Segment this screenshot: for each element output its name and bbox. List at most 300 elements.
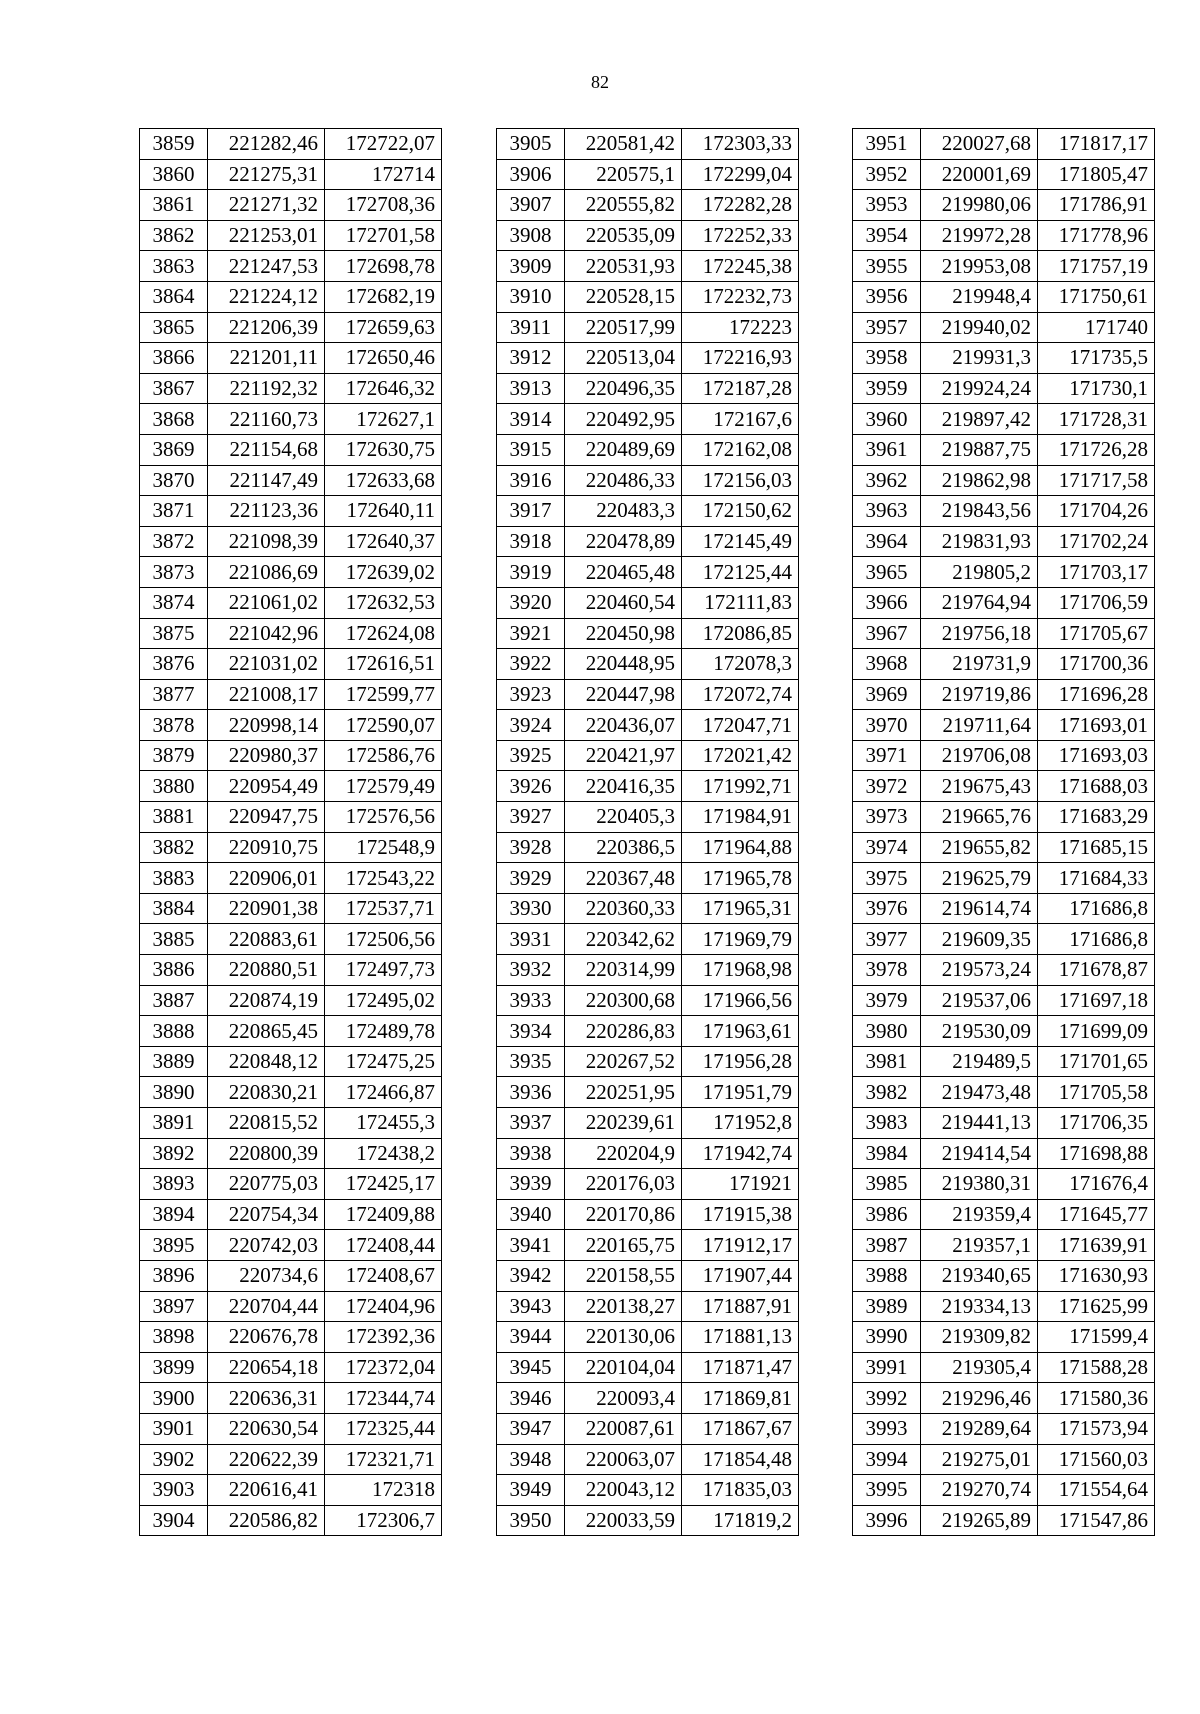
table-row — [853, 985, 1155, 1016]
y-coordinate-cell: 171907,44 — [682, 1260, 799, 1291]
y-coordinate-cell: 171704,26 — [1038, 496, 1155, 527]
point-number-cell: 3970 — [853, 710, 921, 741]
y-coordinate-cell: 172086,85 — [682, 618, 799, 649]
point-number-cell: 3880 — [140, 771, 208, 802]
x-coordinate-cell: 220386,5 — [565, 832, 682, 863]
table-row — [497, 679, 799, 710]
x-coordinate-cell: 219357,1 — [921, 1230, 1038, 1261]
coordinate-table-1 — [139, 128, 442, 1536]
point-number-cell: 3894 — [140, 1199, 208, 1230]
x-coordinate-cell: 220848,12 — [208, 1046, 325, 1077]
y-coordinate-cell: 172624,08 — [325, 618, 442, 649]
y-coordinate-cell: 171580,36 — [1038, 1383, 1155, 1414]
x-coordinate-cell: 220314,99 — [565, 955, 682, 986]
x-coordinate-cell: 221160,73 — [208, 404, 325, 435]
table-row — [497, 1383, 799, 1414]
y-coordinate-cell: 172646,32 — [325, 373, 442, 404]
point-number-cell: 3910 — [497, 281, 565, 312]
y-coordinate-cell: 171699,09 — [1038, 1016, 1155, 1047]
table-row — [853, 863, 1155, 894]
x-coordinate-cell: 220704,44 — [208, 1291, 325, 1322]
point-number-cell: 3879 — [140, 740, 208, 771]
x-coordinate-cell: 220575,1 — [565, 159, 682, 190]
y-coordinate-cell: 171750,61 — [1038, 281, 1155, 312]
table-row — [497, 281, 799, 312]
table-row — [853, 434, 1155, 465]
y-coordinate-cell: 171881,13 — [682, 1322, 799, 1353]
x-coordinate-cell: 220883,61 — [208, 924, 325, 955]
y-coordinate-cell: 172409,88 — [325, 1199, 442, 1230]
y-coordinate-cell: 171805,47 — [1038, 159, 1155, 190]
x-coordinate-cell: 220367,48 — [565, 863, 682, 894]
x-coordinate-cell: 220654,18 — [208, 1352, 325, 1383]
y-coordinate-cell: 172303,33 — [682, 129, 799, 160]
x-coordinate-cell: 220416,35 — [565, 771, 682, 802]
y-coordinate-cell: 172630,75 — [325, 434, 442, 465]
x-coordinate-cell: 221098,39 — [208, 526, 325, 557]
y-coordinate-cell: 172708,36 — [325, 190, 442, 221]
x-coordinate-cell: 221201,11 — [208, 343, 325, 374]
table-row — [140, 863, 442, 894]
table-row — [140, 1352, 442, 1383]
x-coordinate-cell: 219953,08 — [921, 251, 1038, 282]
table-row — [140, 251, 442, 282]
y-coordinate-cell: 171942,74 — [682, 1138, 799, 1169]
table-row — [853, 373, 1155, 404]
table-row — [853, 1291, 1155, 1322]
y-coordinate-cell: 171740 — [1038, 312, 1155, 343]
table-row — [853, 710, 1155, 741]
y-coordinate-cell: 171964,88 — [682, 832, 799, 863]
x-coordinate-cell: 219289,64 — [921, 1413, 1038, 1444]
point-number-cell: 3968 — [853, 649, 921, 680]
y-coordinate-cell: 172590,07 — [325, 710, 442, 741]
y-coordinate-cell: 171554,64 — [1038, 1475, 1155, 1506]
point-number-cell: 3899 — [140, 1352, 208, 1383]
x-coordinate-cell: 220496,35 — [565, 373, 682, 404]
table-row — [853, 1230, 1155, 1261]
point-number-cell: 3940 — [497, 1199, 565, 1230]
point-number-cell: 3949 — [497, 1475, 565, 1506]
point-number-cell: 3884 — [140, 893, 208, 924]
x-coordinate-cell: 220555,82 — [565, 190, 682, 221]
x-coordinate-cell: 220204,9 — [565, 1138, 682, 1169]
x-coordinate-cell: 221224,12 — [208, 281, 325, 312]
x-coordinate-cell: 220093,4 — [565, 1383, 682, 1414]
table-row — [140, 771, 442, 802]
y-coordinate-cell: 172497,73 — [325, 955, 442, 986]
x-coordinate-cell: 221253,01 — [208, 220, 325, 251]
x-coordinate-cell: 219625,79 — [921, 863, 1038, 894]
y-coordinate-cell: 171599,4 — [1038, 1322, 1155, 1353]
y-coordinate-cell: 171869,81 — [682, 1383, 799, 1414]
table-row — [497, 312, 799, 343]
x-coordinate-cell: 219831,93 — [921, 526, 1038, 557]
x-coordinate-cell: 219756,18 — [921, 618, 1038, 649]
point-number-cell: 3873 — [140, 557, 208, 588]
point-number-cell: 3871 — [140, 496, 208, 527]
point-number-cell: 3918 — [497, 526, 565, 557]
point-number-cell: 3916 — [497, 465, 565, 496]
y-coordinate-cell: 172072,74 — [682, 679, 799, 710]
point-number-cell: 3909 — [497, 251, 565, 282]
x-coordinate-cell: 220360,33 — [565, 893, 682, 924]
x-coordinate-cell: 220880,51 — [208, 955, 325, 986]
point-number-cell: 3876 — [140, 649, 208, 680]
x-coordinate-cell: 220742,03 — [208, 1230, 325, 1261]
point-number-cell: 3893 — [140, 1169, 208, 1200]
y-coordinate-cell: 172640,11 — [325, 496, 442, 527]
table-row — [140, 557, 442, 588]
x-coordinate-cell: 221271,32 — [208, 190, 325, 221]
y-coordinate-cell: 172438,2 — [325, 1138, 442, 1169]
x-coordinate-cell: 220447,98 — [565, 679, 682, 710]
x-coordinate-cell: 220448,95 — [565, 649, 682, 680]
y-coordinate-cell: 171992,71 — [682, 771, 799, 802]
x-coordinate-cell: 220251,95 — [565, 1077, 682, 1108]
x-coordinate-cell: 219931,3 — [921, 343, 1038, 374]
table-row — [853, 1475, 1155, 1506]
y-coordinate-cell: 171701,65 — [1038, 1046, 1155, 1077]
point-number-cell: 3955 — [853, 251, 921, 282]
point-number-cell: 3959 — [853, 373, 921, 404]
point-number-cell: 3886 — [140, 955, 208, 986]
table-row — [497, 1138, 799, 1169]
x-coordinate-cell: 220104,04 — [565, 1352, 682, 1383]
point-number-cell: 3887 — [140, 985, 208, 1016]
y-coordinate-cell: 172187,28 — [682, 373, 799, 404]
y-coordinate-cell: 172640,37 — [325, 526, 442, 557]
table-row — [140, 740, 442, 771]
y-coordinate-cell: 171912,17 — [682, 1230, 799, 1261]
x-coordinate-cell: 220815,52 — [208, 1108, 325, 1139]
y-coordinate-cell: 171854,48 — [682, 1444, 799, 1475]
point-number-cell: 3948 — [497, 1444, 565, 1475]
table-row — [497, 1413, 799, 1444]
x-coordinate-cell: 220528,15 — [565, 281, 682, 312]
y-coordinate-cell: 172650,46 — [325, 343, 442, 374]
point-number-cell: 3974 — [853, 832, 921, 863]
table-row — [497, 771, 799, 802]
table-row — [853, 281, 1155, 312]
point-number-cell: 3913 — [497, 373, 565, 404]
x-coordinate-cell: 221154,68 — [208, 434, 325, 465]
table-row — [140, 1505, 442, 1536]
y-coordinate-cell: 171963,61 — [682, 1016, 799, 1047]
y-coordinate-cell: 171678,87 — [1038, 955, 1155, 986]
table-row — [497, 526, 799, 557]
x-coordinate-cell: 220775,03 — [208, 1169, 325, 1200]
table-row — [140, 281, 442, 312]
table-row — [497, 1260, 799, 1291]
y-coordinate-cell: 171702,24 — [1038, 526, 1155, 557]
point-number-cell: 3911 — [497, 312, 565, 343]
y-coordinate-cell: 171735,5 — [1038, 343, 1155, 374]
y-coordinate-cell: 171630,93 — [1038, 1260, 1155, 1291]
x-coordinate-cell: 220910,75 — [208, 832, 325, 863]
y-coordinate-cell: 172639,02 — [325, 557, 442, 588]
x-coordinate-cell: 219265,89 — [921, 1505, 1038, 1536]
y-coordinate-cell: 172047,71 — [682, 710, 799, 741]
x-coordinate-cell: 219489,5 — [921, 1046, 1038, 1077]
x-coordinate-cell: 220901,38 — [208, 893, 325, 924]
x-coordinate-cell: 219609,35 — [921, 924, 1038, 955]
x-coordinate-cell: 220138,27 — [565, 1291, 682, 1322]
point-number-cell: 3937 — [497, 1108, 565, 1139]
x-coordinate-cell: 219309,82 — [921, 1322, 1038, 1353]
table-row — [140, 1108, 442, 1139]
y-coordinate-cell: 171686,8 — [1038, 924, 1155, 955]
point-number-cell: 3905 — [497, 129, 565, 160]
y-coordinate-cell: 172627,1 — [325, 404, 442, 435]
x-coordinate-cell: 219843,56 — [921, 496, 1038, 527]
point-number-cell: 3944 — [497, 1322, 565, 1353]
point-number-cell: 3986 — [853, 1199, 921, 1230]
table-row — [853, 649, 1155, 680]
point-number-cell: 3888 — [140, 1016, 208, 1047]
table-row — [853, 1444, 1155, 1475]
point-number-cell: 3869 — [140, 434, 208, 465]
point-number-cell: 3926 — [497, 771, 565, 802]
x-coordinate-cell: 219573,24 — [921, 955, 1038, 986]
table-row — [497, 1475, 799, 1506]
y-coordinate-cell: 172425,17 — [325, 1169, 442, 1200]
y-coordinate-cell: 171968,98 — [682, 955, 799, 986]
table-row — [140, 129, 442, 160]
coordinate-table-2 — [496, 128, 799, 1536]
y-coordinate-cell: 172506,56 — [325, 924, 442, 955]
point-number-cell: 3885 — [140, 924, 208, 955]
point-number-cell: 3985 — [853, 1169, 921, 1200]
x-coordinate-cell: 220405,3 — [565, 802, 682, 833]
x-coordinate-cell: 219334,13 — [921, 1291, 1038, 1322]
point-number-cell: 3889 — [140, 1046, 208, 1077]
x-coordinate-cell: 220754,34 — [208, 1199, 325, 1230]
table-row — [497, 343, 799, 374]
table-row — [497, 1046, 799, 1077]
y-coordinate-cell: 172722,07 — [325, 129, 442, 160]
y-coordinate-cell: 172021,42 — [682, 740, 799, 771]
point-number-cell: 3901 — [140, 1413, 208, 1444]
point-number-cell: 3972 — [853, 771, 921, 802]
y-coordinate-cell: 172321,71 — [325, 1444, 442, 1475]
x-coordinate-cell: 220027,68 — [921, 129, 1038, 160]
y-coordinate-cell: 172162,08 — [682, 434, 799, 465]
x-coordinate-cell: 220130,06 — [565, 1322, 682, 1353]
y-coordinate-cell: 172701,58 — [325, 220, 442, 251]
table-row — [140, 343, 442, 374]
table-row — [853, 1352, 1155, 1383]
table-row — [853, 955, 1155, 986]
y-coordinate-cell: 172455,3 — [325, 1108, 442, 1139]
point-number-cell: 3954 — [853, 220, 921, 251]
table-row — [140, 893, 442, 924]
table-row — [853, 1322, 1155, 1353]
point-number-cell: 3980 — [853, 1016, 921, 1047]
x-coordinate-cell: 220616,41 — [208, 1475, 325, 1506]
point-number-cell: 3989 — [853, 1291, 921, 1322]
point-number-cell: 3977 — [853, 924, 921, 955]
table-row — [853, 190, 1155, 221]
page-number: 82 — [591, 72, 609, 92]
table-row — [853, 557, 1155, 588]
y-coordinate-cell: 171887,91 — [682, 1291, 799, 1322]
table-row — [497, 1108, 799, 1139]
table-row — [140, 832, 442, 863]
x-coordinate-cell: 220800,39 — [208, 1138, 325, 1169]
table-row — [853, 1199, 1155, 1230]
y-coordinate-cell: 172282,28 — [682, 190, 799, 221]
point-number-cell: 3870 — [140, 465, 208, 496]
table-row — [853, 679, 1155, 710]
x-coordinate-cell: 219711,64 — [921, 710, 1038, 741]
x-coordinate-cell: 220033,59 — [565, 1505, 682, 1536]
table-row — [497, 985, 799, 1016]
point-number-cell: 3912 — [497, 343, 565, 374]
x-coordinate-cell: 220865,45 — [208, 1016, 325, 1047]
x-coordinate-cell: 219924,24 — [921, 373, 1038, 404]
table-row — [497, 1077, 799, 1108]
y-coordinate-cell: 171757,19 — [1038, 251, 1155, 282]
x-coordinate-cell: 220906,01 — [208, 863, 325, 894]
x-coordinate-cell: 221275,31 — [208, 159, 325, 190]
point-number-cell: 3969 — [853, 679, 921, 710]
y-coordinate-cell: 172372,04 — [325, 1352, 442, 1383]
table-row — [853, 1046, 1155, 1077]
point-number-cell: 3971 — [853, 740, 921, 771]
x-coordinate-cell: 220267,52 — [565, 1046, 682, 1077]
table-row — [140, 679, 442, 710]
x-coordinate-cell: 219948,4 — [921, 281, 1038, 312]
point-number-cell: 3900 — [140, 1383, 208, 1414]
table-row — [853, 832, 1155, 863]
y-coordinate-cell: 172616,51 — [325, 649, 442, 680]
table-row — [140, 312, 442, 343]
x-coordinate-cell: 220478,89 — [565, 526, 682, 557]
table-row — [497, 802, 799, 833]
point-number-cell: 3973 — [853, 802, 921, 833]
point-number-cell: 3907 — [497, 190, 565, 221]
y-coordinate-cell: 172599,77 — [325, 679, 442, 710]
y-coordinate-cell: 172489,78 — [325, 1016, 442, 1047]
point-number-cell: 3984 — [853, 1138, 921, 1169]
y-coordinate-cell: 171700,36 — [1038, 649, 1155, 680]
table-row — [853, 1505, 1155, 1536]
point-number-cell: 3872 — [140, 526, 208, 557]
table-row — [497, 955, 799, 986]
y-coordinate-cell: 171835,03 — [682, 1475, 799, 1506]
y-coordinate-cell: 171693,03 — [1038, 740, 1155, 771]
table-row — [853, 251, 1155, 282]
point-number-cell: 3964 — [853, 526, 921, 557]
x-coordinate-cell: 219719,86 — [921, 679, 1038, 710]
x-coordinate-cell: 220513,04 — [565, 343, 682, 374]
point-number-cell: 3936 — [497, 1077, 565, 1108]
y-coordinate-cell: 172232,73 — [682, 281, 799, 312]
table-row — [497, 1352, 799, 1383]
table-row — [497, 1322, 799, 1353]
y-coordinate-cell: 171588,28 — [1038, 1352, 1155, 1383]
table-row — [853, 465, 1155, 496]
x-coordinate-cell: 219296,46 — [921, 1383, 1038, 1414]
y-coordinate-cell: 172548,9 — [325, 832, 442, 863]
y-coordinate-cell: 171730,1 — [1038, 373, 1155, 404]
y-coordinate-cell: 171819,2 — [682, 1505, 799, 1536]
point-number-cell: 3938 — [497, 1138, 565, 1169]
table-row — [140, 1413, 442, 1444]
table-row — [140, 1169, 442, 1200]
table-row — [853, 1077, 1155, 1108]
x-coordinate-cell: 219414,54 — [921, 1138, 1038, 1169]
point-number-cell: 3903 — [140, 1475, 208, 1506]
y-coordinate-cell: 171547,86 — [1038, 1505, 1155, 1536]
table-row — [497, 129, 799, 160]
y-coordinate-cell: 171952,8 — [682, 1108, 799, 1139]
point-number-cell: 3992 — [853, 1383, 921, 1414]
table-row — [853, 404, 1155, 435]
y-coordinate-cell: 171685,15 — [1038, 832, 1155, 863]
y-coordinate-cell: 171698,88 — [1038, 1138, 1155, 1169]
y-coordinate-cell: 172408,44 — [325, 1230, 442, 1261]
table-row — [497, 740, 799, 771]
point-number-cell: 3928 — [497, 832, 565, 863]
point-number-cell: 3975 — [853, 863, 921, 894]
x-coordinate-cell: 220158,55 — [565, 1260, 682, 1291]
point-number-cell: 3951 — [853, 129, 921, 160]
point-number-cell: 3963 — [853, 496, 921, 527]
table-row — [140, 526, 442, 557]
y-coordinate-cell: 172167,6 — [682, 404, 799, 435]
point-number-cell: 3883 — [140, 863, 208, 894]
point-number-cell: 3904 — [140, 1505, 208, 1536]
x-coordinate-cell: 219655,82 — [921, 832, 1038, 863]
table-row — [853, 924, 1155, 955]
point-number-cell: 3983 — [853, 1108, 921, 1139]
table-row — [140, 1077, 442, 1108]
table-row — [140, 955, 442, 986]
point-number-cell: 3874 — [140, 587, 208, 618]
y-coordinate-cell: 171705,58 — [1038, 1077, 1155, 1108]
y-coordinate-cell: 172576,56 — [325, 802, 442, 833]
x-coordinate-cell: 219530,09 — [921, 1016, 1038, 1047]
point-number-cell: 3982 — [853, 1077, 921, 1108]
x-coordinate-cell: 220676,78 — [208, 1322, 325, 1353]
y-coordinate-cell: 172125,44 — [682, 557, 799, 588]
y-coordinate-cell: 172252,33 — [682, 220, 799, 251]
table-row — [497, 1230, 799, 1261]
y-coordinate-cell: 172714 — [325, 159, 442, 190]
point-number-cell: 3994 — [853, 1444, 921, 1475]
y-coordinate-cell: 172404,96 — [325, 1291, 442, 1322]
x-coordinate-cell: 220486,33 — [565, 465, 682, 496]
x-coordinate-cell: 221192,32 — [208, 373, 325, 404]
y-coordinate-cell: 171951,79 — [682, 1077, 799, 1108]
y-coordinate-cell: 171786,91 — [1038, 190, 1155, 221]
y-coordinate-cell: 171560,03 — [1038, 1444, 1155, 1475]
x-coordinate-cell: 220492,95 — [565, 404, 682, 435]
x-coordinate-cell: 220300,68 — [565, 985, 682, 1016]
point-number-cell: 3988 — [853, 1260, 921, 1291]
table-row — [497, 832, 799, 863]
y-coordinate-cell: 172156,03 — [682, 465, 799, 496]
point-number-cell: 3965 — [853, 557, 921, 588]
point-number-cell: 3860 — [140, 159, 208, 190]
table-row — [497, 863, 799, 894]
x-coordinate-cell: 220734,6 — [208, 1260, 325, 1291]
table-row — [140, 1475, 442, 1506]
y-coordinate-cell: 172216,93 — [682, 343, 799, 374]
table-row — [140, 220, 442, 251]
